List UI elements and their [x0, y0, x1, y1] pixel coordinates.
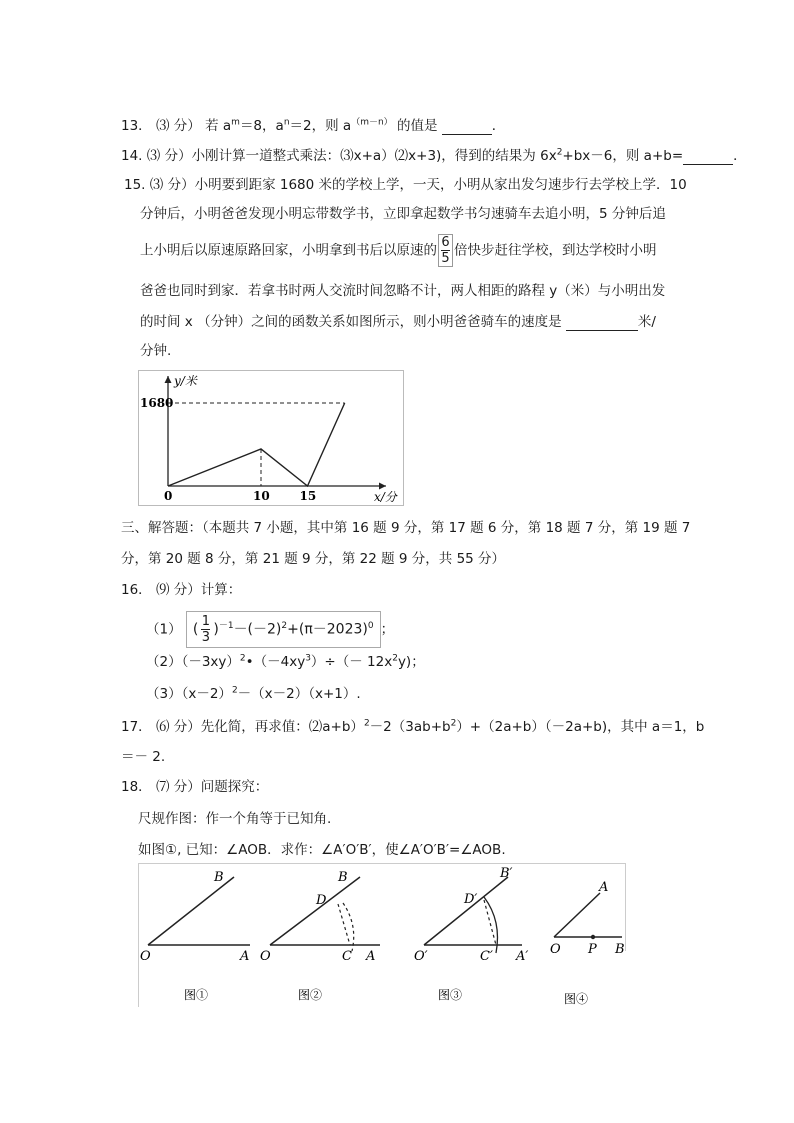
question-15-line4 [140, 282, 665, 300]
section-3-header [121, 519, 690, 537]
chart-frame [139, 371, 404, 506]
question-17-line2 [121, 748, 165, 766]
x-tick-label: 10 [253, 489, 270, 503]
figure-2 [260, 870, 380, 1002]
q13-text: ＝8，a [239, 118, 284, 134]
expr-exp: 2 [392, 653, 398, 664]
y-axis-arrow [165, 376, 172, 383]
q13-text: 的值是 [396, 118, 438, 134]
ray-ob [424, 877, 508, 945]
question-15-line2 [140, 205, 666, 223]
answer-blank[interactable] [566, 316, 638, 331]
series-line [168, 403, 345, 486]
expr-text: ）÷（－ 12x [310, 654, 393, 670]
q15-text: 分钟. [140, 343, 172, 359]
q14-number: 14. [121, 148, 143, 164]
label-b: B [338, 870, 348, 885]
question-16 [121, 581, 241, 599]
question-17 [121, 718, 704, 736]
fraction-one-third [199, 614, 212, 645]
q14-score: ⑶ 分） [146, 148, 192, 164]
q13-end: ． [491, 118, 506, 134]
q13-text: ＝2，则 a [289, 118, 352, 134]
figure-4 [550, 880, 625, 1006]
q14-end: ． [733, 148, 747, 164]
expr-text: y)； [397, 654, 425, 670]
label-o: O′ [414, 949, 428, 964]
q16-number: 16． [121, 582, 152, 598]
section-3-header-line2 [121, 550, 505, 568]
expr-paren: ) [213, 621, 219, 638]
label-c: C′ [480, 949, 493, 964]
question-15-line3 [140, 234, 657, 267]
q18-number: 18． [121, 779, 152, 795]
section-3-text: 三、解答题：（本题共 7 小题，其中第 16 题 9 分，第 17 题 6 分，第 18 题 7 分，第 19 题 7 [121, 520, 691, 536]
q17-exp: 2 [363, 718, 370, 729]
label-b: B [214, 870, 224, 885]
expr-exp: －1 [218, 620, 234, 631]
expr-exp: 2 [231, 685, 238, 696]
label-c: C [342, 949, 352, 964]
y-axis-label: y/米 [174, 374, 197, 388]
construction-arc [343, 903, 354, 951]
answer-blank[interactable] [683, 150, 733, 165]
ray-oa [554, 893, 600, 937]
question-18-line1 [138, 810, 331, 828]
ray-ob [148, 877, 234, 945]
question-13 [121, 117, 505, 135]
expr-exp: 0 [367, 620, 374, 631]
label-d: D′ [464, 892, 478, 907]
q13-exp: m [231, 117, 240, 128]
q14-exp: 2 [556, 147, 563, 158]
q14-text: +bx－6，则 a+b= [562, 148, 684, 164]
caption-fig2: 图② [298, 988, 323, 1002]
q15-text: 爸爸也同时到家．若拿书时两人交流时间忽略不计，两人相距的路程 y（米）与小明出发 [140, 283, 666, 299]
caption-fig1: 图① [184, 988, 209, 1002]
label-o: O [260, 949, 271, 964]
answer-blank[interactable] [442, 120, 492, 135]
fraction-denominator: 3 [201, 630, 210, 645]
q15-score: ⑶ 分） [149, 177, 195, 193]
expr-paren: ( [192, 621, 199, 638]
q13-score: ⑶ 分） [155, 118, 201, 134]
q17-text: ＝－ 2. [121, 749, 166, 765]
q15-text: 的时间 x （分钟）之间的函数关系如图所示，则小明爸爸骑车的速度是 [140, 314, 562, 330]
q13-exp: （m－n） [351, 117, 393, 128]
y-tick-label: 1680 [140, 396, 174, 411]
q17-exp: 2 [450, 718, 457, 729]
expression-box [186, 611, 381, 648]
q15-text: 倍快步赶往学校，到达学校时小明 [454, 242, 657, 259]
expr-text: （x－2） [181, 686, 232, 702]
q15-text: 小明要到距家 1680 米的学校上学，一天，小明从家出发匀速步行去学校上学．10 [194, 177, 687, 193]
fraction-numerator: 1 [201, 614, 210, 629]
part-label: （1） [146, 621, 182, 638]
q17-text: －2（3ab+b [369, 719, 451, 735]
expr-text: －(－2) [233, 621, 282, 638]
q18-text: 尺规作图：作一个角等于已知角. [138, 811, 332, 827]
q16-score: ⑼ 分）计算： [155, 582, 242, 598]
expr-end: ； [380, 621, 395, 638]
q17-number: 17． [121, 719, 152, 735]
expr-text: •（－4xy [245, 654, 306, 670]
q15-number: 15. [124, 177, 146, 193]
q15-text: 上小明后以原速原路回家，小明拿到书后以原速的 [140, 242, 437, 259]
question-16-part1 [146, 611, 394, 648]
fraction-six-fifths [438, 234, 453, 267]
question-15-line1 [124, 176, 687, 194]
fraction-numerator: 6 [441, 235, 450, 250]
expr-text: +(π－2023) [287, 621, 368, 638]
q14-text: 小刚计算一道整式乘法：⑶x+a）⑵x+3)，得到的结果为 6x [191, 148, 557, 164]
figure-3 [414, 866, 528, 1002]
label-d: D [316, 893, 327, 908]
caption-fig3: 图③ [438, 988, 463, 1002]
label-b: B [615, 942, 625, 957]
part-label: （3） [146, 686, 182, 702]
expr-exp: 2 [281, 620, 288, 631]
x-tick-label: 15 [299, 489, 317, 503]
label-o: O [550, 942, 561, 957]
angle-figures [138, 863, 626, 1007]
figure-1 [140, 870, 250, 1002]
question-15-line6 [140, 342, 171, 360]
q13-exp: n [283, 117, 290, 128]
label-b: B′ [500, 866, 513, 881]
q13-number: 13． [121, 118, 152, 134]
question-18 [121, 778, 268, 796]
fraction-denominator: 5 [441, 251, 450, 266]
q18-text: 如图①, 已知：∠AOB．求作：∠A′O′B′，使∠A′O′B′=∠AOB. [138, 842, 506, 858]
q13-text: 若 a [205, 118, 232, 134]
q18-score: ⑺ 分）问题探究： [155, 779, 269, 795]
question-16-part3 [146, 685, 361, 703]
label-p: P [588, 942, 597, 957]
expr-text: （－3xy） [181, 654, 240, 670]
caption-fig4: 图④ [564, 992, 589, 1006]
label-a: A′ [516, 949, 529, 964]
q17-text: ）+（2a+b）（－2a+b)，其中 a＝1，b [456, 719, 705, 735]
label-a: A [240, 949, 250, 964]
q17-text: ⑹ 分）先化简，再求值：⑵a+b） [155, 719, 364, 735]
x-tick-label: 0 [164, 489, 173, 503]
x-axis-arrow [379, 483, 386, 490]
point-p [591, 935, 595, 939]
question-18-line2 [138, 841, 506, 859]
x-axis-label: x/分 [374, 490, 397, 504]
expr-text: －（x－2）（x+1）. [237, 686, 361, 702]
part-label: （2） [146, 654, 182, 670]
chord-cd [338, 904, 350, 945]
label-o: O [140, 949, 151, 964]
question-14 [121, 147, 747, 165]
q15-text: 米/ [637, 314, 656, 330]
section-3-text: 分，第 20 题 8 分，第 21 题 9 分，第 22 题 9 分，共 55 分） [121, 551, 506, 567]
q15-text: 分钟后，小明爸爸发现小明忘带数学书，立即拿起数学书匀速骑车去追小明，5 分钟后追 [140, 206, 666, 222]
expr-exp: 2 [239, 653, 246, 664]
question-15-line5 [140, 313, 656, 331]
distance-time-chart [138, 370, 404, 506]
expr-exp: 3 [305, 653, 311, 664]
question-16-part2 [146, 653, 425, 671]
label-a: A [366, 949, 376, 964]
label-a: A [599, 880, 609, 895]
